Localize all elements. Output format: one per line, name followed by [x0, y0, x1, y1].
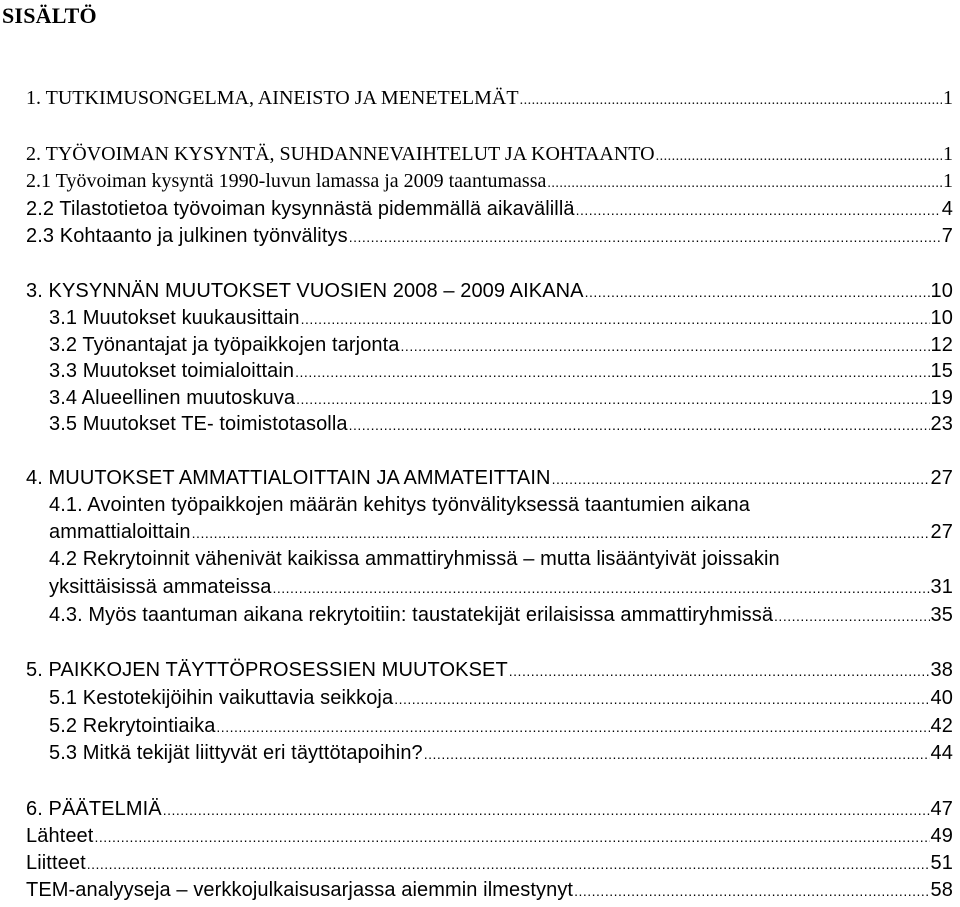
- toc-entry[interactable]: [26, 197, 953, 223]
- toc-dot-leader: [509, 659, 930, 684]
- toc-entry-text: 5.1 Kestotekijöihin vaikuttavia seikkoja: [49, 687, 394, 709]
- toc-page-number: 12: [930, 334, 953, 356]
- toc-entry-text: 4.3. Myös taantuman aikana rekrytoitiin: taustatekijät erilaisissa ammattiryhmissä: [49, 604, 774, 626]
- toc-entry[interactable]: [49, 575, 953, 601]
- toc-entry-text: 2.2 Tilastotietoa työvoiman kysynnästä pidemmällä aikavälillä: [26, 198, 575, 220]
- toc-dot-leader: [576, 198, 941, 223]
- toc-dot-leader: [552, 467, 930, 492]
- toc-heading: SISÄLTÖ: [2, 3, 97, 28]
- toc-page-number: 40: [930, 687, 953, 709]
- toc-entry[interactable]: [49, 741, 953, 767]
- toc-entry[interactable]: [49, 520, 953, 546]
- toc-page-number: 1: [943, 87, 953, 109]
- toc-page-number: 10: [930, 307, 953, 329]
- toc-entry-text: yksittäisissä ammateissa: [49, 576, 272, 598]
- toc-entry-text: 3.2 Työnantajat ja työpaikkojen tarjonta: [49, 334, 400, 356]
- toc-entry-text: 2.3 Kohtaanto ja julkinen työnvälitys: [26, 225, 348, 247]
- toc-page-number: 15: [930, 360, 953, 382]
- toc-page-number: 49: [930, 825, 953, 847]
- toc-entry[interactable]: [26, 466, 953, 492]
- toc-entry[interactable]: [26, 279, 953, 305]
- toc-dot-leader: [192, 521, 930, 546]
- toc-entry-text: 3.3 Muutokset toimialoittain: [49, 360, 295, 382]
- toc-entry-text: 3. KYSYNNÄN MUUTOKSET VUOSIEN 2008 – 2009 AIKANA: [26, 280, 584, 302]
- toc-dot-leader: [94, 825, 929, 850]
- toc-entry[interactable]: [49, 359, 953, 385]
- toc-entry-text: TEM-analyyseja – verkkojulkaisusarjassa aiemmin ilmestynyt: [26, 879, 574, 901]
- toc-entry[interactable]: [49, 386, 953, 412]
- toc-page-number: 44: [930, 742, 953, 764]
- toc-entry-text: 2.1 Työvoiman kysyntä 1990-luvun lamassa ja 2009 taantumassa: [26, 170, 547, 192]
- toc-dot-leader: [349, 225, 941, 250]
- toc-page-number: 42: [930, 715, 953, 737]
- toc-page-number: 31: [930, 576, 953, 598]
- toc-page-number: 27: [930, 521, 953, 543]
- toc-entry[interactable]: [49, 714, 953, 740]
- toc-dot-leader: [296, 387, 929, 412]
- toc-entry-first-line[interactable]: [49, 547, 780, 572]
- toc-dot-leader: [520, 88, 942, 113]
- toc-dot-leader: [585, 280, 930, 305]
- toc-entry-text: Lähteet: [26, 825, 94, 847]
- toc-page-number: 38: [930, 659, 953, 681]
- toc-page-number: 51: [930, 852, 953, 874]
- toc-entry-text: 6. PÄÄTELMIÄ: [26, 798, 162, 820]
- toc-entry[interactable]: [26, 86, 953, 113]
- toc-entry-text: 1. TUTKIMUSONGELMA, AINEISTO JA MENETELMÄT: [26, 87, 519, 109]
- toc-dot-leader: [216, 715, 929, 740]
- toc-page-number: 19: [930, 387, 953, 409]
- toc-dot-leader: [349, 413, 930, 438]
- toc-page-number: 47: [930, 798, 953, 820]
- toc-dot-leader: [656, 144, 942, 169]
- toc-entry-first-line[interactable]: [49, 493, 750, 518]
- toc-entry[interactable]: [26, 797, 953, 823]
- toc-dot-leader: [394, 687, 929, 712]
- toc-dot-leader: [163, 798, 930, 823]
- toc-entry-text: 3.1 Muutokset kuukausittain: [49, 307, 300, 329]
- toc-dot-leader: [401, 334, 930, 359]
- toc-page-number: 10: [930, 280, 953, 302]
- toc-entry-text: ammattialoittain: [49, 521, 191, 543]
- toc-entry-text: 4.2 Rekrytoinnit vähenivät kaikissa ammattiryhmissä – mutta lisääntyivät joissakin: [49, 548, 780, 570]
- toc-page-number: 27: [930, 467, 953, 489]
- toc-dot-leader: [574, 879, 929, 904]
- toc-page-number: 23: [930, 413, 953, 435]
- toc-dot-leader: [272, 576, 929, 601]
- toc-entry[interactable]: [26, 142, 953, 169]
- toc-entry[interactable]: [26, 169, 953, 196]
- toc-entry[interactable]: [26, 878, 953, 904]
- toc-entry[interactable]: [26, 658, 953, 684]
- toc-page-number: 58: [930, 879, 953, 901]
- toc-dot-leader: [774, 604, 930, 629]
- toc-entry[interactable]: [26, 824, 953, 850]
- toc-entry-text: 5.2 Rekrytointiaika: [49, 715, 216, 737]
- toc-page-number: 1: [943, 143, 953, 165]
- toc-entry[interactable]: [49, 686, 953, 712]
- toc-entry-text: Liitteet: [26, 852, 86, 874]
- toc-entry-text: 3.4 Alueellinen muutoskuva: [49, 387, 296, 409]
- toc-dot-leader: [547, 171, 942, 196]
- toc-page-number: 7: [941, 225, 953, 247]
- toc-entry[interactable]: [49, 333, 953, 359]
- toc-page-number: 4: [941, 198, 953, 220]
- toc-entry-text: 2. TYÖVOIMAN KYSYNTÄ, SUHDANNEVAIHTELUT JA KOHTAANTO: [26, 143, 655, 165]
- toc-entry[interactable]: [49, 306, 953, 332]
- toc-entry[interactable]: [49, 412, 953, 438]
- toc-entry-text: 3.5 Muutokset TE- toimistotasolla: [49, 413, 348, 435]
- toc-page-number: 1: [943, 170, 953, 192]
- toc-entry-text: 5.3 Mitkä tekijät liittyvät eri täyttötapoihin?: [49, 742, 423, 764]
- toc-entry-text: 4.1. Avointen työpaikkojen määrän kehitys työnvälityksessä taantumien aikana: [49, 494, 750, 516]
- toc-entry-text: 4. MUUTOKSET AMMATTIALOITTAIN JA AMMATEITTAIN: [26, 467, 551, 489]
- toc-dot-leader: [87, 852, 930, 877]
- toc-dot-leader: [295, 360, 929, 385]
- toc-entry[interactable]: [49, 603, 953, 629]
- toc-entry-text: 5. PAIKKOJEN TÄYTTÖPROSESSIEN MUUTOKSET: [26, 659, 508, 681]
- toc-entry[interactable]: [26, 851, 953, 877]
- toc-page-number: 35: [930, 604, 953, 626]
- toc-dot-leader: [301, 307, 930, 332]
- toc-entry[interactable]: [26, 224, 953, 250]
- toc-dot-leader: [424, 742, 930, 767]
